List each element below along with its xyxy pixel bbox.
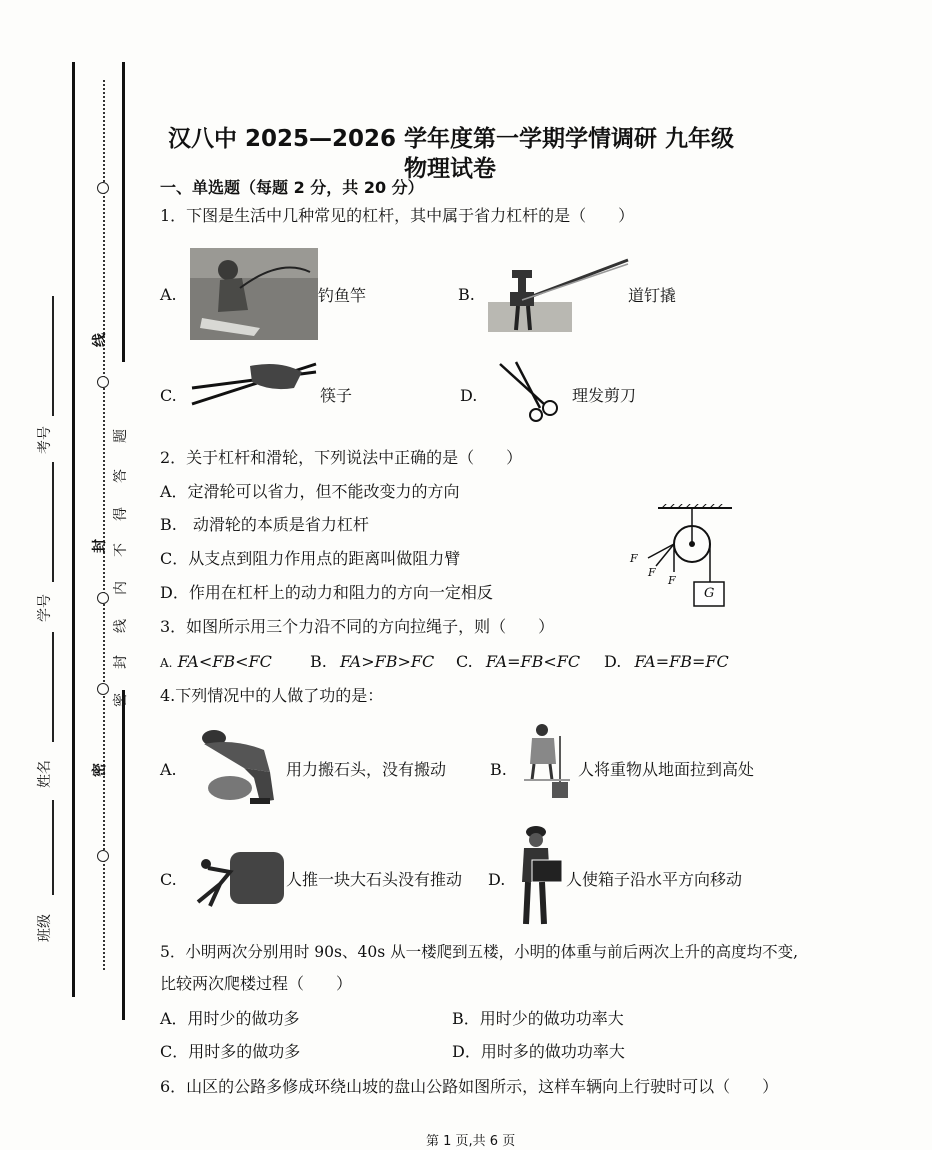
exam-title: 汉八中 2025—2026 学年度第一学期学情调研 九年级 xyxy=(168,126,735,152)
page-number: 第 1 页,共 6 页 xyxy=(426,1134,516,1149)
label-exam-number: 考号 xyxy=(37,426,53,454)
q1-stem: 1．下图是生活中几种常见的杠杆，其中属于省力杠杆的是（ ） xyxy=(160,206,635,225)
q4-option-b-letter: B. xyxy=(490,760,507,779)
q5-option-b: B．用时少的做功功率大 xyxy=(452,1009,624,1028)
q4-option-c-letter: C. xyxy=(160,870,177,889)
notice-char-2: 答 xyxy=(113,469,129,483)
q2-stem: 2．关于杠杆和滑轮，下列说法中正确的是（ ） xyxy=(160,448,523,467)
label-name: 姓名 xyxy=(37,760,53,788)
notice-char-5: 内 xyxy=(113,581,129,595)
notice-char-7: 封 xyxy=(113,655,129,669)
pulley-force-label-2: F xyxy=(648,566,656,579)
q2-option-a: A．定滑轮可以省力，但不能改变力的方向 xyxy=(160,482,460,501)
blank-exam-number xyxy=(52,296,54,416)
q4-option-d-letter: D. xyxy=(488,870,506,889)
q3-option-d xyxy=(604,652,729,672)
seal-char-line: 线 xyxy=(92,333,108,347)
q5-option-d: D．用时多的做功功率大 xyxy=(452,1042,625,1061)
q4-option-a-label: 用力搬石头，没有搬动 xyxy=(286,760,447,779)
seal-char-close: 密 xyxy=(92,763,108,777)
q3-option-a xyxy=(160,652,272,673)
spike-crowbar-image xyxy=(488,256,632,336)
q4-option-c-label: 人推一块大石头没有推动 xyxy=(286,870,463,889)
q3-option-a-expr: FA<FB<FC xyxy=(177,652,272,671)
seal-circle-5 xyxy=(97,850,109,862)
margin-outer-line xyxy=(72,62,75,997)
q6-stem: 6．山区的公路多修成环绕山坡的盘山公路如图所示，这样车辆向上行驶时可以（ ） xyxy=(160,1077,779,1096)
q5-option-a: A．用时少的做功多 xyxy=(160,1009,300,1028)
q1-option-d-letter: D. xyxy=(460,386,478,405)
q3-option-b-expr: FA>FB>FC xyxy=(339,652,435,671)
lifting-stone-image xyxy=(184,728,284,806)
q3-option-c-expr: FA=FB<FC xyxy=(485,652,581,671)
label-student-number: 学号 xyxy=(37,594,53,622)
notice-char-8: 密 xyxy=(113,693,129,707)
q1-option-c-label: 筷子 xyxy=(320,386,353,405)
seal-circle-1 xyxy=(97,182,109,194)
blank-student-number xyxy=(52,632,54,742)
q2-option-d: D．作用在杠杆上的动力和阻力的方向一定相反 xyxy=(160,583,493,602)
q1-option-a-label: 钓鱼竿 xyxy=(318,286,367,305)
q2-option-b: B. 动滑轮的本质是省力杠杆 xyxy=(160,515,369,534)
pulley-weight-label: G xyxy=(704,586,715,601)
q4-option-b-label: 人将重物从地面拉到高处 xyxy=(578,760,755,779)
q4-stem: 4.下列情况中的人做了功的是： xyxy=(160,686,384,705)
q2-option-c: C．从支点到阻力作用点的距离叫做阻力臂 xyxy=(160,549,461,568)
exam-subtitle: 物理试卷 xyxy=(404,156,496,182)
margin-inner-line-top xyxy=(122,62,125,362)
carrying-box-image xyxy=(514,824,566,930)
hair-scissors-image xyxy=(496,360,568,422)
q4-option-a-letter: A. xyxy=(160,760,177,779)
seal-circle-2 xyxy=(97,376,109,388)
q3-option-b-letter: B. xyxy=(310,652,327,671)
seal-dotted-line xyxy=(103,80,105,970)
pulling-weight-image xyxy=(520,722,574,804)
seal-circle-3 xyxy=(97,592,109,604)
section-heading: 一、单选题（每题 2 分，共 20 分） xyxy=(160,178,424,197)
q5-option-c: C．用时多的做功多 xyxy=(160,1042,301,1061)
label-class: 班级 xyxy=(37,914,53,942)
notice-char-3: 得 xyxy=(113,507,129,521)
pushing-rock-image xyxy=(190,850,286,910)
q1-option-c-letter: C. xyxy=(160,386,177,405)
q1-option-d-label: 理发剪刀 xyxy=(572,386,637,405)
pulley-force-label-3: F xyxy=(668,574,676,587)
q1-option-b-letter: B. xyxy=(458,285,475,304)
q3-stem: 3．如图所示用三个力沿不同的方向拉绳子，则（ ） xyxy=(160,617,555,636)
q4-option-d-label: 人使箱子沿水平方向移动 xyxy=(566,870,743,889)
seal-circle-4 xyxy=(97,683,109,695)
notice-char-1: 题 xyxy=(113,429,129,443)
seal-char-seal: 封 xyxy=(92,539,108,553)
q1-option-b-label: 道钉撬 xyxy=(628,286,677,305)
q3-option-d-letter: D. xyxy=(604,652,622,671)
q1-option-a-letter: A. xyxy=(160,285,177,304)
chopsticks-image xyxy=(190,358,318,408)
q5-stem-line2: 比较两次爬楼过程（ ） xyxy=(160,974,353,993)
notice-char-6: 线 xyxy=(113,619,129,633)
q3-option-b xyxy=(310,652,434,672)
q3-option-c xyxy=(456,652,580,672)
margin-inner-line-bottom xyxy=(122,690,125,1020)
q3-option-d-expr: FA=FB=FC xyxy=(634,652,729,671)
blank-exam-number-2 xyxy=(52,462,54,582)
q3-option-a-letter: A. xyxy=(160,656,173,670)
fishing-rod-image xyxy=(190,248,318,340)
blank-name xyxy=(52,800,54,895)
q5-stem-line1: 5．小明两次分别用时 90s、40s 从一楼爬到五楼，小明的体重与前后两次上升的高度均不变, xyxy=(160,943,799,961)
notice-char-4: 不 xyxy=(113,543,129,557)
pulley-diagram xyxy=(628,504,736,612)
q3-option-c-letter: C. xyxy=(456,652,473,671)
pulley-force-label-1: F xyxy=(630,552,638,565)
